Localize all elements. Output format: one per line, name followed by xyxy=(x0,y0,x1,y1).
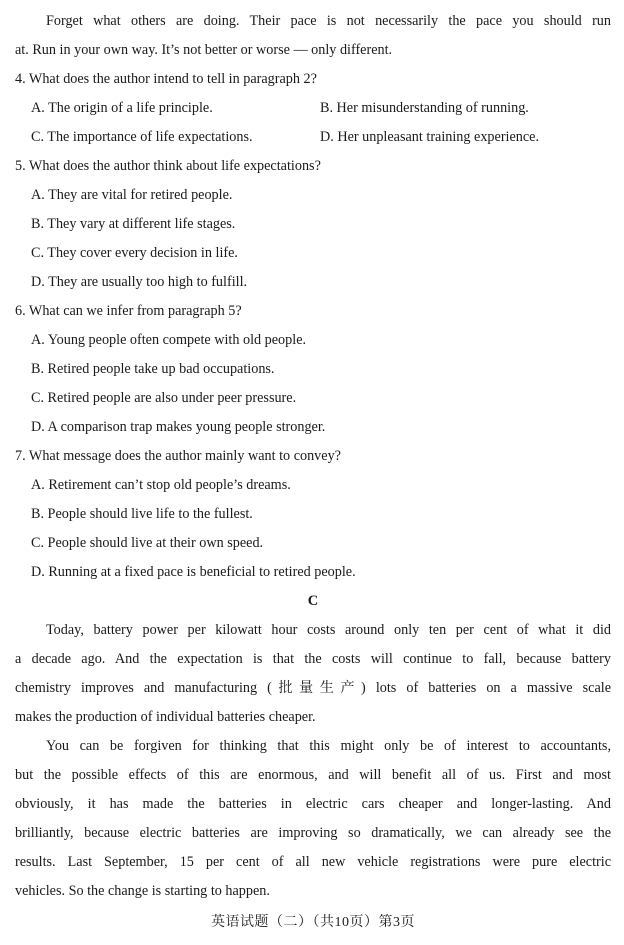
passage-line: Forget what others are doing. Their pace is not necessarily the pace you should run xyxy=(46,13,611,29)
page-footer: 英语试题（二）（共10页）第3页 xyxy=(211,915,415,930)
option-d: D. A comparison trap makes young people stronger. xyxy=(31,419,326,435)
section-heading: C xyxy=(307,593,319,609)
passage-line: chemistry improves and manufacturing (批量生产) lots of batteries on a massive scale xyxy=(15,680,611,696)
passage-line: but the possible effects of this are enormous, and will benefit all of us. First and most xyxy=(15,767,611,783)
question-stem: 5. What does the author think about life expectations? xyxy=(15,158,321,174)
option-d: D. Running at a fixed pace is beneficial to retired people. xyxy=(31,564,356,580)
option-d: D. They are usually too high to fulfill. xyxy=(31,274,248,290)
passage-line: brilliantly, because electric batteries are improving so dramatically, we can already see the xyxy=(15,825,611,841)
option-a: A. Young people often compete with old people. xyxy=(31,332,307,348)
option-d: D. Her unpleasant training experience. xyxy=(320,129,540,145)
option-b: B. People should live life to the fullest. xyxy=(31,506,253,522)
passage-line: at. Run in your own way. It’s not better or worse — only different. xyxy=(15,42,393,58)
option-c: C. The importance of life expectations. xyxy=(31,129,253,145)
option-b: B. Her misunderstanding of running. xyxy=(320,100,529,116)
option-b: B. Retired people take up bad occupations. xyxy=(31,361,275,377)
option-b: B. They vary at different life stages. xyxy=(31,216,236,232)
passage-line: You can be forgiven for thinking that this might only be of interest to accountants, xyxy=(46,738,611,754)
question-stem: 6. What can we infer from paragraph 5? xyxy=(15,303,242,319)
question-stem: 4. What does the author intend to tell in paragraph 2? xyxy=(15,71,317,87)
passage-line: vehicles. So the change is starting to happen. xyxy=(15,883,270,899)
option-c: C. People should live at their own speed. xyxy=(31,535,264,551)
passage-line: a decade ago. And the expectation is that the costs will continue to fall, because battery xyxy=(15,651,611,667)
question-stem: 7. What message does the author mainly want to convey? xyxy=(15,448,341,464)
passage-line: Today, battery power per kilowatt hour costs around only ten per cent of what it did xyxy=(46,622,611,638)
option-a: A. The origin of a life principle. xyxy=(31,100,213,116)
option-a: A. They are vital for retired people. xyxy=(31,187,233,203)
passage-line: makes the production of individual batteries cheaper. xyxy=(15,709,316,725)
option-a: A. Retirement can’t stop old people’s dreams. xyxy=(31,477,291,493)
passage-line: results. Last September, 15 per cent of all new vehicle registrations were pure electric xyxy=(15,854,611,870)
option-c: C. They cover every decision in life. xyxy=(31,245,238,261)
option-c: C. Retired people are also under peer pressure. xyxy=(31,390,297,406)
passage-line: obviously, it has made the batteries in electric cars cheaper and longer-lasting. And xyxy=(15,796,611,812)
